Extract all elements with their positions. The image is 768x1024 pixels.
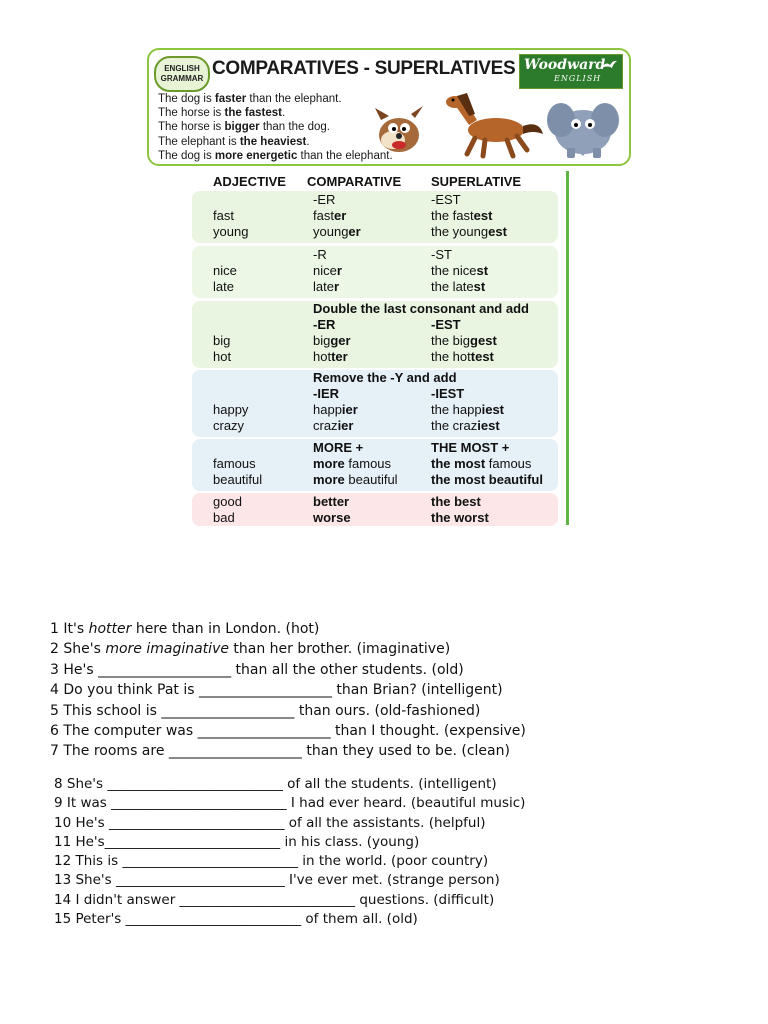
answer-blank[interactable]: ___________________ xyxy=(198,682,332,699)
comparative-cell: happier xyxy=(313,402,358,417)
adjective-cell: hot xyxy=(213,349,232,364)
exercise-item: 15 Peter's __________________________ of them all. (old) xyxy=(54,911,418,928)
adjective-cell: beautiful xyxy=(213,472,263,487)
rule-superlative: THE MOST + xyxy=(431,440,510,455)
answer-blank[interactable]: __________________________ xyxy=(122,853,298,870)
comparatives-table xyxy=(192,171,570,526)
horse-icon xyxy=(446,93,543,156)
header-comparative: COMPARATIVE xyxy=(307,174,402,189)
rule-superlative: -EST xyxy=(431,192,461,207)
adjective-cell: young xyxy=(213,224,249,239)
rule-comparative: -R xyxy=(313,247,327,262)
superlative-cell: the worst xyxy=(431,510,489,525)
example-sentence: The dog is more energetic than the elephant. xyxy=(158,149,393,162)
adjective-cell: good xyxy=(213,494,242,509)
answer-blank[interactable]: __________________________ xyxy=(179,891,356,908)
answer-blank[interactable]: __________________________ xyxy=(104,833,281,850)
superlative-cell: the happiest xyxy=(431,402,505,417)
grammar-banner xyxy=(147,48,631,166)
comparative-cell: later xyxy=(313,279,340,294)
badge-line-1: ENGLISH xyxy=(164,64,200,73)
example-sentence: The elephant is the heaviest. xyxy=(158,135,310,148)
answer-text: more imaginative xyxy=(105,641,229,658)
exercise-item: 6 The computer was ___________________ than I thought. (expensive) xyxy=(50,723,526,740)
header-superlative: SUPERLATIVE xyxy=(431,174,522,189)
exercise-item: 7 The rooms are ___________________ than they used to be. (clean) xyxy=(50,743,510,760)
comparative-cell: nicer xyxy=(313,263,342,278)
bird-icon xyxy=(600,59,618,71)
superlative-cell: the craziest xyxy=(431,418,500,433)
rule-description: Double the last consonant and add xyxy=(313,301,529,316)
rule-superlative: -EST xyxy=(431,317,461,332)
exercise-item: 4 Do you think Pat is ___________________ than Brian? (intelligent) xyxy=(50,682,503,699)
answer-blank[interactable]: ___________________ xyxy=(197,723,331,740)
exercise-item: 3 He's ___________________ than all the other students. (old) xyxy=(50,661,464,678)
irregular-group xyxy=(192,493,558,526)
adjective-cell: bad xyxy=(213,510,235,525)
example-sentence: The dog is faster than the elephant. xyxy=(158,93,342,105)
adjective-cell: famous xyxy=(213,456,256,471)
superlative-cell: the most famous xyxy=(431,456,532,471)
exercise-item: 13 She's _________________________ I've ever met. (strange person) xyxy=(54,872,500,889)
adjective-cell: big xyxy=(213,333,231,348)
comparative-cell: worse xyxy=(313,510,351,525)
superlative-cell: the best xyxy=(431,494,481,509)
table-divider-line xyxy=(566,171,569,525)
superlative-cell: the biggest xyxy=(431,333,497,348)
comparative-cell: crazier xyxy=(313,418,354,433)
woodward-logo xyxy=(519,54,623,89)
answer-blank[interactable]: __________________________ xyxy=(108,814,285,831)
answer-blank[interactable]: __________________________ xyxy=(125,911,302,928)
rule-comparative: -ER xyxy=(313,317,336,332)
comparative-cell: hotter xyxy=(313,349,348,364)
superlative-cell: the latest xyxy=(431,279,486,294)
exercise-item: 5 This school is ___________________ than ours. (old-fashioned) xyxy=(50,702,481,719)
exercise-item: 1 It's hotter here than in London. (hot) xyxy=(50,621,320,637)
elephant-icon xyxy=(547,103,619,158)
adjective-cell: fast xyxy=(213,208,234,223)
adjective-cell: crazy xyxy=(213,418,245,433)
answer-text: hotter xyxy=(88,621,132,637)
exercise-item: 14 I didn't answer __________________________ questions. (difficult) xyxy=(54,891,495,908)
answer-blank[interactable]: ___________________ xyxy=(161,702,295,719)
comparative-cell: more beautiful xyxy=(313,472,398,487)
comparative-cell: younger xyxy=(313,224,361,239)
example-sentence: The horse is bigger than the dog. xyxy=(158,121,330,134)
rule-comparative: MORE + xyxy=(313,440,364,455)
example-sentences xyxy=(158,92,393,163)
english-grammar-badge xyxy=(154,56,210,92)
rule-description: Remove the -Y and add xyxy=(313,370,457,385)
rule-group-er xyxy=(192,191,558,243)
dog-icon xyxy=(375,106,423,152)
adjective-cell: late xyxy=(213,279,234,294)
rule-group-r xyxy=(192,246,558,298)
answer-blank[interactable]: _________________________ xyxy=(115,872,285,889)
answer-blank[interactable]: ___________________ xyxy=(98,661,232,678)
rule-group-double-consonant xyxy=(192,301,558,368)
exercise-list-comparatives xyxy=(50,619,526,762)
superlative-cell: the hottest xyxy=(431,349,494,364)
exercise-item: 8 She's __________________________ of all the students. (intelligent) xyxy=(54,776,497,792)
comparative-cell: more famous xyxy=(313,456,392,471)
animal-illustrations xyxy=(371,90,621,160)
logo-subtitle: ENGLISH xyxy=(554,74,602,83)
adjective-cell: nice xyxy=(213,263,237,278)
superlative-cell: the youngest xyxy=(431,224,507,239)
rule-superlative: -ST xyxy=(431,247,452,262)
rule-comparative: -ER xyxy=(313,192,336,207)
rule-group-more-most xyxy=(192,439,558,491)
exercise-list-superlatives xyxy=(54,775,525,929)
rule-comparative: -IER xyxy=(313,386,339,401)
comparative-cell: bigger xyxy=(313,333,351,348)
superlative-cell: the fastest xyxy=(431,208,493,223)
comparative-cell: better xyxy=(313,494,350,509)
answer-blank[interactable]: __________________________ xyxy=(107,776,283,792)
exercise-item: 12 This is __________________________ in the world. (poor country) xyxy=(54,853,489,870)
answer-blank[interactable]: __________________________ xyxy=(111,795,287,812)
logo-name: Woodward xyxy=(524,57,606,73)
exercise-item: 2 She's more imaginative than her brother. (imaginative) xyxy=(50,641,451,658)
superlative-cell: the most beautiful xyxy=(431,472,543,487)
badge-line-2: GRAMMAR xyxy=(160,74,204,83)
exercise-item: 11 He's__________________________ in his class. (young) xyxy=(54,833,420,850)
superlative-cell: the nicest xyxy=(431,263,489,278)
adjective-cell: happy xyxy=(213,402,249,417)
exercise-item: 10 He's __________________________ of all the assistants. (helpful) xyxy=(54,814,486,831)
exercise-item: 9 It was __________________________ I had ever heard. (beautiful music) xyxy=(54,795,526,812)
banner-title: COMPARATIVES - SUPERLATIVES xyxy=(212,58,516,79)
rule-superlative: -IEST xyxy=(431,386,465,401)
header-adjective: ADJECTIVE xyxy=(213,174,286,189)
rule-group-remove-y xyxy=(192,370,558,437)
comparative-cell: faster xyxy=(313,208,347,223)
answer-blank[interactable]: ___________________ xyxy=(168,743,302,760)
example-sentence: The horse is the fastest. xyxy=(158,107,286,120)
